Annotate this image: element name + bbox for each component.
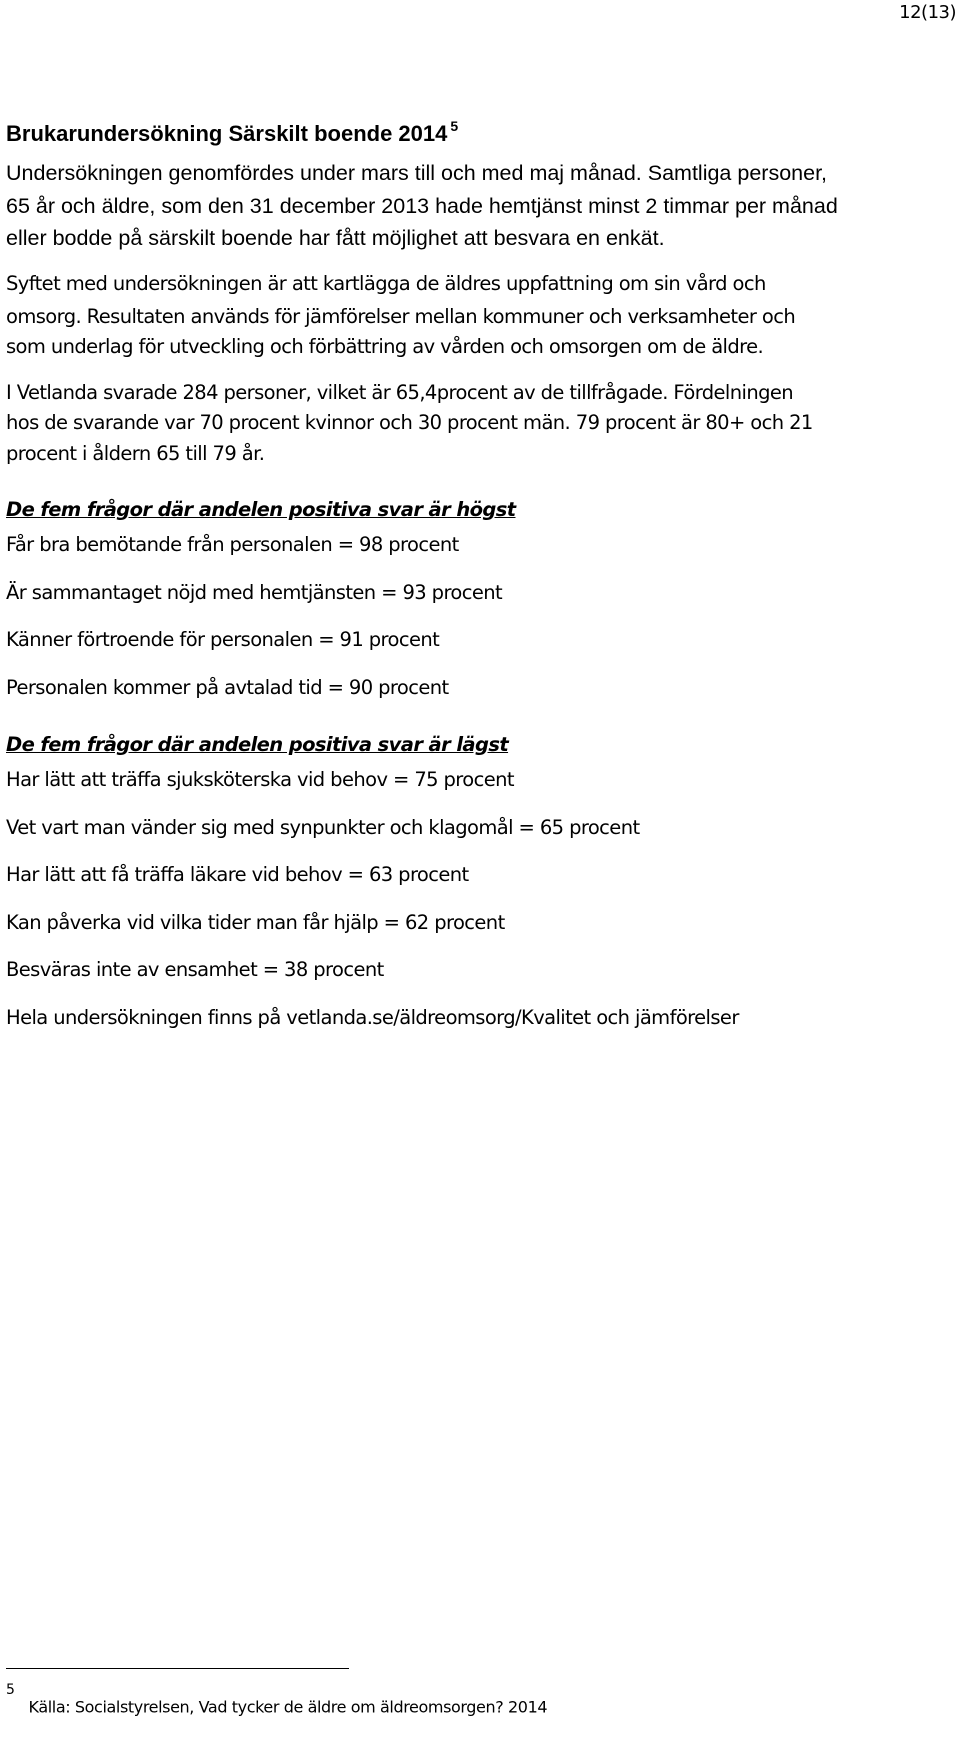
lowest-item-1: Har lätt att träffa sjuksköterska vid behov = 75 procent	[6, 768, 514, 791]
purpose-line-1: Syftet med undersökningen är att kartlägga de äldres uppfattning om sin vård och	[6, 272, 766, 295]
lowest-item-4: Kan påverka vid vilka tider man får hjälp = 62 procent	[6, 911, 505, 934]
lowest-section-title: De fem frågor där andelen positiva svar är lägst	[6, 733, 509, 756]
highest-item-1: Får bra bemötande från personalen = 98 procent	[6, 533, 459, 556]
lowest-item-3: Har lätt att få träffa läkare vid behov = 63 procent	[6, 863, 469, 886]
footnote-divider	[6, 1668, 349, 1669]
respondents-line-1: I Vetlanda svarade 284 personer, vilket är 65,4procent av de tillfrågade. Fördelningen	[6, 381, 794, 404]
page-number: 12(13)	[899, 2, 956, 23]
footnote-marker: 5	[6, 1682, 15, 1698]
respondents-line-3: procent i åldern 65 till 79 år.	[6, 442, 265, 465]
footnote	[6, 1682, 548, 1717]
purpose-line-3: som underlag för utveckling och förbättring av vården och omsorgen om de äldre.	[6, 335, 764, 358]
intro-line-3: eller bodde på särskilt boende har fått möjlighet att besvara en enkät.	[6, 226, 665, 250]
footnote-reference: 5	[450, 118, 459, 134]
intro-line-2: 65 år och äldre, som den 31 december 2013 hade hemtjänst minst 2 timmar per månad	[6, 194, 838, 218]
highest-item-3: Känner förtroende för personalen = 91 procent	[6, 628, 440, 651]
page-title	[6, 118, 458, 147]
closing-text: Hela undersökningen finns på vetlanda.se/äldreomsorg/Kvalitet och jämförelser	[6, 1006, 739, 1029]
lowest-item-5: Besväras inte av ensamhet = 38 procent	[6, 958, 384, 981]
purpose-line-2: omsorg. Resultaten används för jämförelser mellan kommuner och verksamheter och	[6, 305, 796, 328]
lowest-item-2: Vet vart man vänder sig med synpunkter och klagomål = 65 procent	[6, 816, 640, 839]
highest-item-4: Personalen kommer på avtalad tid = 90 procent	[6, 676, 449, 699]
respondents-line-2: hos de svarande var 70 procent kvinnor och 30 procent män. 79 procent är 80+ och 21	[6, 411, 813, 434]
highest-section-title: De fem frågor där andelen positiva svar är högst	[6, 498, 516, 521]
footnote-text: Källa: Socialstyrelsen, Vad tycker de äldre om äldreomsorgen? 2014	[28, 1697, 548, 1717]
highest-item-2: Är sammantaget nöjd med hemtjänsten = 93 procent	[6, 581, 503, 604]
page-title-text: Brukarundersökning Särskilt boende 2014	[6, 121, 448, 146]
intro-line-1: Undersökningen genomfördes under mars till och med maj månad. Samtliga personer,	[6, 161, 828, 185]
